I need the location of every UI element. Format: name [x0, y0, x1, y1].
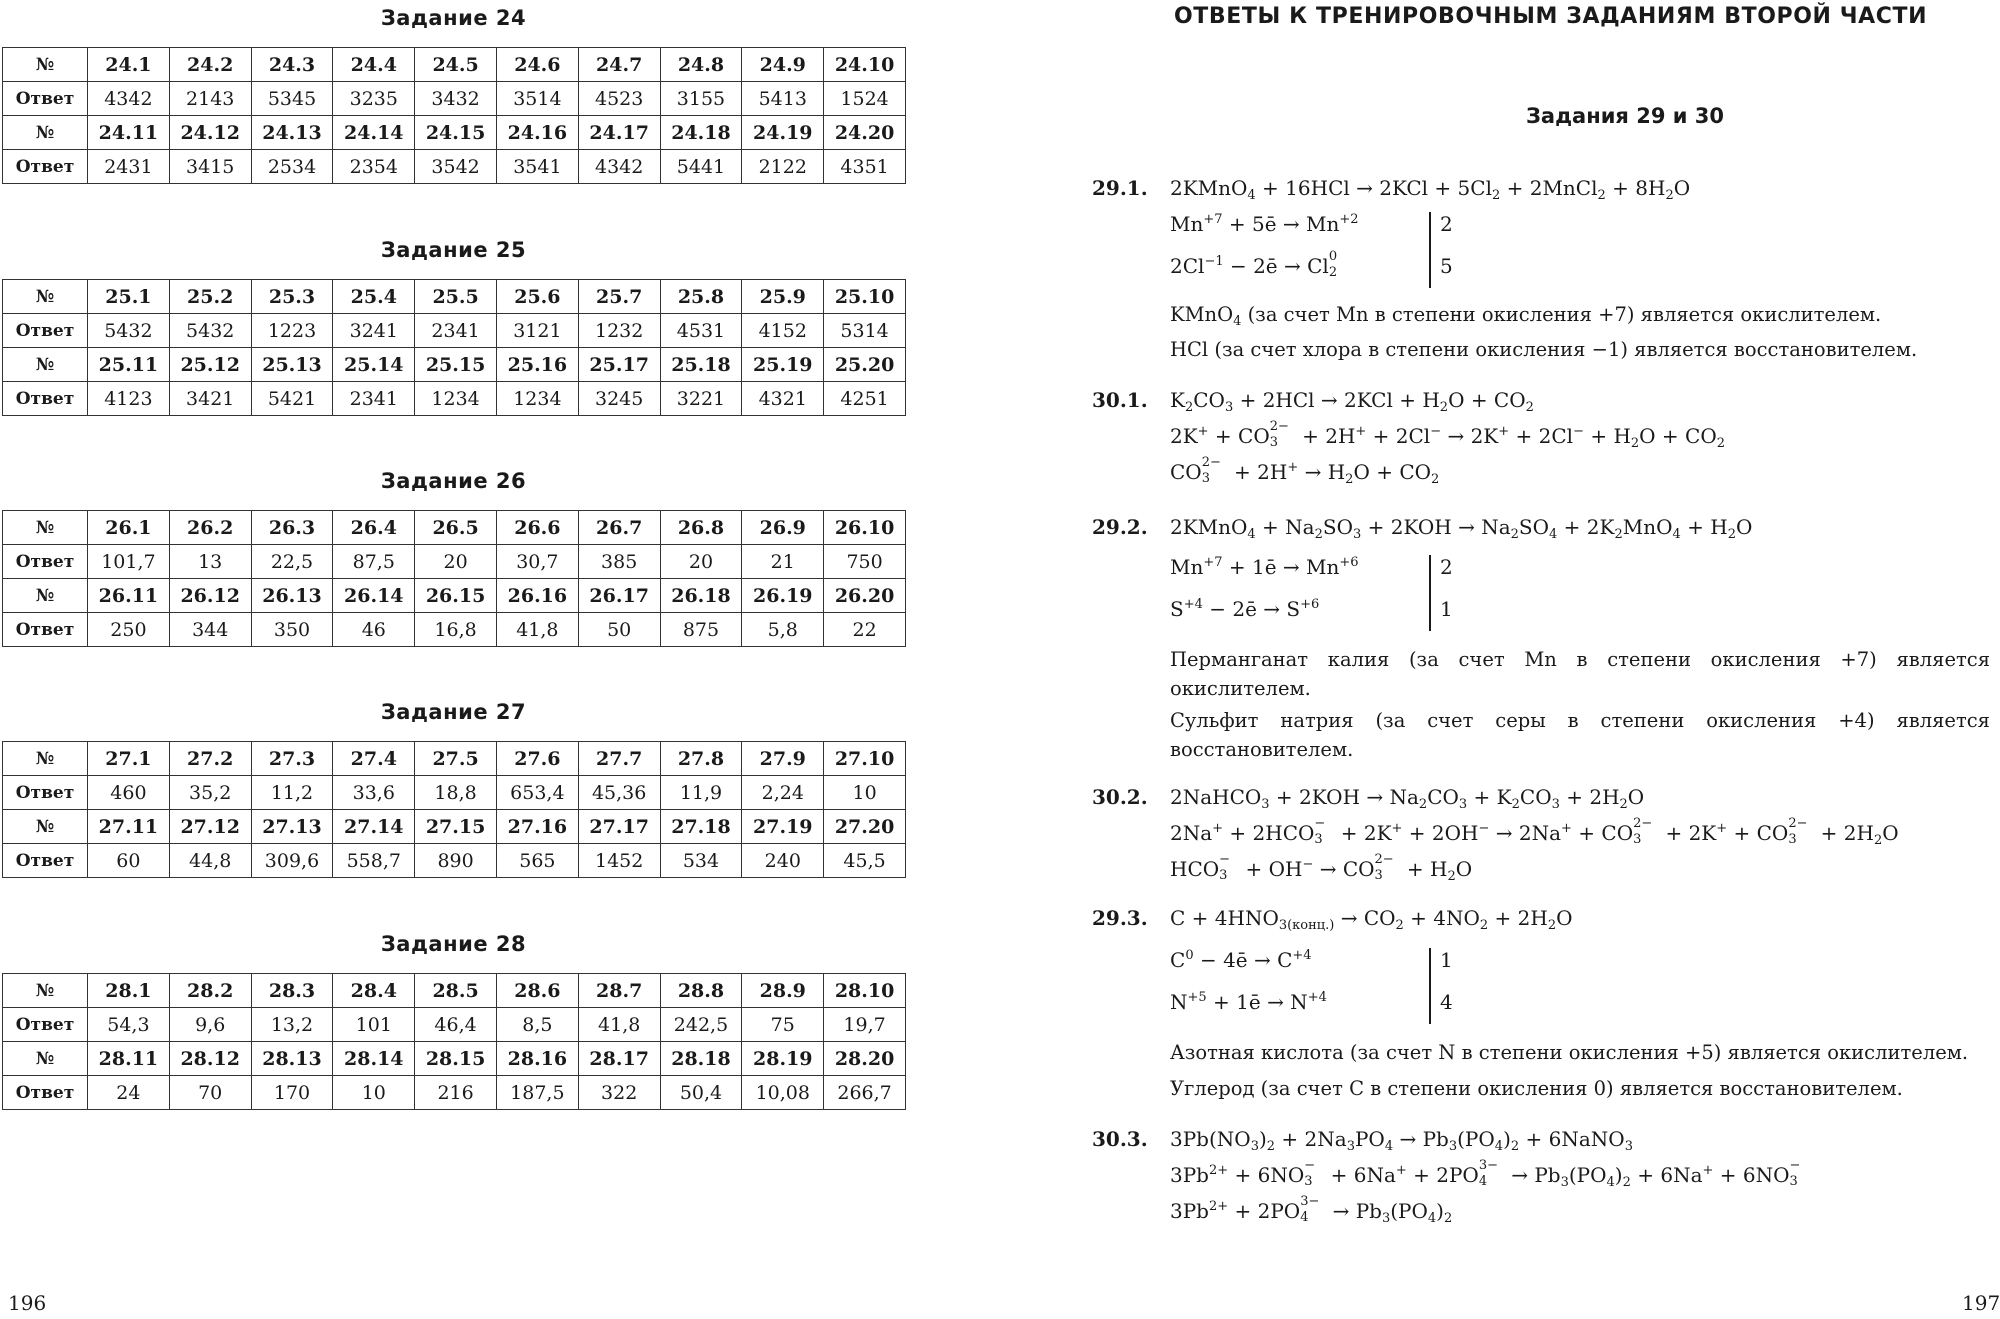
task-number-cell: 26.8	[660, 511, 742, 545]
task-title: Задание 28	[380, 932, 527, 956]
answer-cell: 3155	[660, 82, 742, 116]
answer-cell: 41,8	[496, 613, 578, 647]
answer-cell: 2341	[333, 382, 415, 416]
answer-cell: 322	[578, 1076, 660, 1110]
task-number-cell: 25.13	[251, 348, 333, 382]
answer-cell: 3421	[169, 382, 251, 416]
answer-cell: 565	[496, 844, 578, 878]
task-number-row	[3, 810, 906, 844]
answer-cell: 1452	[578, 844, 660, 878]
answer-cell: 2354	[333, 150, 415, 184]
task-number-cell: 26.6	[496, 511, 578, 545]
answer-cell: 350	[251, 613, 333, 647]
task-number-row	[3, 48, 906, 82]
answer-cell: 2,24	[742, 776, 824, 810]
balance-coefficient: 1	[1440, 948, 1453, 972]
answer-table	[2, 741, 906, 878]
answer-cell: 45,36	[578, 776, 660, 810]
half-reaction: $Mn^{+7}$ + 5ē → $Mn^{+2}$	[1170, 212, 1359, 236]
task-number-cell: 24.18	[660, 116, 742, 150]
task-number-cell: 26.12	[169, 579, 251, 613]
page-number-right: 197	[1962, 1291, 2000, 1315]
task-number-cell: 24.2	[169, 48, 251, 82]
task-number-cell: 26.10	[824, 511, 906, 545]
task-number-row	[3, 280, 906, 314]
answer-cell: 3121	[496, 314, 578, 348]
task-number-cell: 28.7	[578, 974, 660, 1008]
answer-cell: 1234	[415, 382, 497, 416]
answer-cell: 2341	[415, 314, 497, 348]
task-number-cell: 26.17	[578, 579, 660, 613]
task-number-cell: 25.2	[169, 280, 251, 314]
task-number-cell: 28.20	[824, 1042, 906, 1076]
full-ionic-equation: 2K+ + CO 2− 3 + $2H^+ + 2Cl^- \to 2K^+ + 2Cl^- + H_2O + CO_2$	[1170, 419, 1726, 451]
task-number-cell: 28.3	[251, 974, 333, 1008]
answer-cell: 344	[169, 613, 251, 647]
page-number-left: 196	[8, 1291, 47, 1315]
number-label-cell: №	[3, 48, 88, 82]
answer-cell: 101,7	[88, 545, 170, 579]
task-number-cell: 28.18	[660, 1042, 742, 1076]
right-page	[1000, 0, 2000, 1319]
answer-cell: 2143	[169, 82, 251, 116]
answer-cell: 170	[251, 1076, 333, 1110]
answer-table	[2, 47, 906, 184]
answer-cell: 242,5	[660, 1008, 742, 1042]
task-number-cell: 25.14	[333, 348, 415, 382]
task-number-cell: 28.4	[333, 974, 415, 1008]
task-number-cell: 28.12	[169, 1042, 251, 1076]
answer-label-cell: Ответ	[3, 150, 88, 184]
number-label-cell: №	[3, 579, 88, 613]
answer-cell: 22,5	[251, 545, 333, 579]
number-label-cell: №	[3, 116, 88, 150]
answer-table	[2, 279, 906, 416]
task-number-cell: 28.11	[88, 1042, 170, 1076]
half-reaction: $2Cl^{-1}$ − 2ē → Cl 0 2	[1170, 249, 1338, 280]
answer-cell: 1223	[251, 314, 333, 348]
short-ionic-equation: HCO − 3 + OH− → CO 2− 3 + $H_2O$	[1170, 852, 1473, 884]
answer-label-cell: Ответ	[3, 613, 88, 647]
answer-label-cell: Ответ	[3, 844, 88, 878]
answer-label-cell: Ответ	[3, 545, 88, 579]
molecular-equation: 2KMnO$_4$ + $16HCl \to 2KCl + 5Cl_2$ + 2MnCl$_2$ + $8H_2O$	[1170, 176, 1691, 203]
answer-cell: 4152	[742, 314, 824, 348]
answer-row	[3, 844, 906, 878]
task-number-row	[3, 1042, 906, 1076]
balance-divider	[1429, 948, 1431, 1024]
answer-cell: 4342	[578, 150, 660, 184]
answer-label-cell: Ответ	[3, 314, 88, 348]
task-number-cell: 26.2	[169, 511, 251, 545]
molecular-equation: 2NaHCO$_3$ + $2KOH \to Na_2CO_3 + K_2CO_3 + 2H_2O$	[1170, 785, 1645, 812]
task-number-cell: 27.1	[88, 742, 170, 776]
task-number-cell: 25.15	[415, 348, 497, 382]
task-number-cell: 26.13	[251, 579, 333, 613]
answer-cell: 4531	[660, 314, 742, 348]
task-number-cell: 25.11	[88, 348, 170, 382]
task-number-cell: 25.4	[333, 280, 415, 314]
task-number-row	[3, 348, 906, 382]
answer-cell: 70	[169, 1076, 251, 1110]
answer-label-cell: Ответ	[3, 1076, 88, 1110]
task-number-cell: 28.19	[742, 1042, 824, 1076]
answer-cell: 5432	[169, 314, 251, 348]
answer-cell: 3245	[578, 382, 660, 416]
task-number-cell: 24.9	[742, 48, 824, 82]
answer-cell: 3432	[415, 82, 497, 116]
answer-cell: 60	[88, 844, 170, 878]
full-ionic-equation: 2Na+ + 2HCO − 3 + 2K+ + 2OH− → 2Na+ + CO 2− 3 + 2K+ + CO 2− 3 + $2H_2O$	[1170, 816, 1899, 848]
answer-cell: 10	[824, 776, 906, 810]
answer-cell: 46,4	[415, 1008, 497, 1042]
task-number-cell: 25.18	[660, 348, 742, 382]
task-number-cell: 26.4	[333, 511, 415, 545]
half-reaction: $C^0$ − 4ē → $C^{+4}$	[1170, 948, 1312, 972]
task-number-cell: 26.7	[578, 511, 660, 545]
task-number-cell: 27.12	[169, 810, 251, 844]
task-number-cell: 25.8	[660, 280, 742, 314]
answer-cell: 4342	[88, 82, 170, 116]
task-number-cell: 27.14	[333, 810, 415, 844]
short-ionic-equation: $3Pb^{2+} + 2PO$ 3− 4 → $Pb_3(PO_4)_2$	[1170, 1194, 1453, 1226]
task-number-cell: 24.11	[88, 116, 170, 150]
task-number-cell: 28.14	[333, 1042, 415, 1076]
answer-table	[2, 510, 906, 647]
answer-label-cell: Ответ	[3, 382, 88, 416]
half-reaction: $Mn^{+7}$ + 1ē → $Mn^{+6}$	[1170, 555, 1359, 579]
answer-cell: 750	[824, 545, 906, 579]
answer-cell: 3415	[169, 150, 251, 184]
answer-cell: 534	[660, 844, 742, 878]
answer-cell: 4123	[88, 382, 170, 416]
answer-cell: 250	[88, 613, 170, 647]
answer-cell: 3542	[415, 150, 497, 184]
task-number-cell: 26.14	[333, 579, 415, 613]
task-number-cell: 28.15	[415, 1042, 497, 1076]
answer-cell: 24	[88, 1076, 170, 1110]
task-number-cell: 25.5	[415, 280, 497, 314]
task-number-cell: 27.20	[824, 810, 906, 844]
task-number-cell: 25.10	[824, 280, 906, 314]
task-number-cell: 28.8	[660, 974, 742, 1008]
answer-cell: 9,6	[169, 1008, 251, 1042]
short-ionic-equation: CO 2− 3 + $2H^+ \to H_2O + CO_2$	[1170, 455, 1440, 487]
answer-label-cell: Ответ	[3, 1008, 88, 1042]
answer-cell: 1524	[824, 82, 906, 116]
task-number-row	[3, 742, 906, 776]
answer-cell: 3514	[496, 82, 578, 116]
section-title: ОТВЕТЫ К ТРЕНИРОВОЧНЫМ ЗАДАНИЯМ ВТОРОЙ ЧАСТИ	[1174, 4, 1928, 29]
answer-cell: 35,2	[169, 776, 251, 810]
full-ionic-equation: $3Pb^{2+} + 6NO$ − 3 + 6Na+ + 2PO 3− 4 → $Pb_3(PO_4)_2 + 6Na^+ + 6NO$ − 3	[1170, 1158, 1801, 1190]
task-number-cell: 24.12	[169, 116, 251, 150]
balance-divider	[1429, 555, 1431, 631]
answer-cell: 266,7	[824, 1076, 906, 1110]
task-number-cell: 27.11	[88, 810, 170, 844]
answer-row	[3, 776, 906, 810]
task-title: Задание 26	[380, 469, 527, 493]
task-number-cell: 25.3	[251, 280, 333, 314]
task-number-cell: 25.7	[578, 280, 660, 314]
balance-coefficient: 5	[1440, 254, 1453, 278]
task-number-cell: 24.6	[496, 48, 578, 82]
answer-cell: 5345	[251, 82, 333, 116]
answer-row	[3, 382, 906, 416]
answer-cell: 4251	[824, 382, 906, 416]
answer-cell: 5432	[88, 314, 170, 348]
answer-table	[2, 973, 906, 1110]
task-number-cell: 24.16	[496, 116, 578, 150]
balance-coefficient: 4	[1440, 990, 1453, 1014]
task-number-cell: 26.16	[496, 579, 578, 613]
task-number-cell: 28.16	[496, 1042, 578, 1076]
number-label-cell: №	[3, 280, 88, 314]
molecular-equation: $C + 4HNO_{3(конц.)} \to CO_2 + 4NO_2 + 2H_2O$	[1170, 906, 1573, 933]
task-number-cell: 25.16	[496, 348, 578, 382]
task-number-cell: 28.9	[742, 974, 824, 1008]
item-label: 29.1.	[1092, 176, 1148, 200]
task-number-cell: 27.15	[415, 810, 497, 844]
answer-cell: 11,9	[660, 776, 742, 810]
answer-cell: 1232	[578, 314, 660, 348]
answer-cell: 50	[578, 613, 660, 647]
task-number-cell: 27.7	[578, 742, 660, 776]
answer-cell: 2534	[251, 150, 333, 184]
answer-cell: 18,8	[415, 776, 497, 810]
task-number-cell: 24.10	[824, 48, 906, 82]
answer-cell: 50,4	[660, 1076, 742, 1110]
task-number-cell: 27.8	[660, 742, 742, 776]
answer-row	[3, 1008, 906, 1042]
explanation: KMnO$_4$ (за счет Mn в степени окисления +7) является окислителем.	[1170, 303, 1882, 329]
answer-cell: 21	[742, 545, 824, 579]
task-number-cell: 26.1	[88, 511, 170, 545]
number-label-cell: №	[3, 810, 88, 844]
task-number-cell: 24.19	[742, 116, 824, 150]
explanation: Сульфит натрия (за счет серы в степени окисления +4) является восстановителем.	[1170, 709, 1990, 761]
answer-cell: 2122	[742, 150, 824, 184]
answer-cell: 653,4	[496, 776, 578, 810]
answer-cell: 5441	[660, 150, 742, 184]
task-number-cell: 24.15	[415, 116, 497, 150]
task-number-cell: 28.5	[415, 974, 497, 1008]
answer-row	[3, 545, 906, 579]
task-number-cell: 27.10	[824, 742, 906, 776]
explanation: Перманганат калия (за счет Mn в степени окисления +7) является окислителем.	[1170, 648, 1990, 700]
answer-cell: 54,3	[88, 1008, 170, 1042]
task-number-cell: 25.12	[169, 348, 251, 382]
task-number-cell: 25.20	[824, 348, 906, 382]
answer-cell: 41,8	[578, 1008, 660, 1042]
molecular-equation: 2KMnO$_4$ + $Na_2SO_3 + 2KOH \to Na_2SO_4 + 2K_2MnO_4 + H_2O$	[1170, 515, 1753, 542]
task-number-cell: 28.2	[169, 974, 251, 1008]
answer-cell: 460	[88, 776, 170, 810]
explanation: HCl (за счет хлора в степени окисления −1) является восстановителем.	[1170, 338, 1918, 361]
answer-row	[3, 314, 906, 348]
answer-cell: 30,7	[496, 545, 578, 579]
molecular-equation: $K_2CO_3 + 2HCl \to 2KCl + H_2O + CO_2$	[1170, 388, 1534, 415]
task-number-cell: 24.17	[578, 116, 660, 150]
task-number-cell: 26.15	[415, 579, 497, 613]
task-number-cell: 28.17	[578, 1042, 660, 1076]
task-number-cell: 26.19	[742, 579, 824, 613]
task-number-row	[3, 511, 906, 545]
task-number-cell: 24.5	[415, 48, 497, 82]
task-number-cell: 24.13	[251, 116, 333, 150]
task-number-row	[3, 116, 906, 150]
explanation: Углерод (за счет C в степени окисления 0) является восстановителем.	[1170, 1077, 1903, 1100]
answer-cell: 4321	[742, 382, 824, 416]
task-title: Задание 25	[380, 238, 527, 262]
balance-coefficient: 2	[1440, 212, 1453, 236]
task-number-cell: 24.4	[333, 48, 415, 82]
answer-row	[3, 150, 906, 184]
explanation: Азотная кислота (за счет N в степени окисления +5) является окислителем.	[1170, 1041, 1969, 1064]
answer-cell: 3235	[333, 82, 415, 116]
answer-cell: 16,8	[415, 613, 497, 647]
answer-cell: 4351	[824, 150, 906, 184]
answer-label-cell: Ответ	[3, 776, 88, 810]
task-number-cell: 25.9	[742, 280, 824, 314]
answer-row	[3, 1076, 906, 1110]
task-number-cell: 25.19	[742, 348, 824, 382]
answer-cell: 44,8	[169, 844, 251, 878]
task-number-cell: 24.1	[88, 48, 170, 82]
task-number-cell: 28.13	[251, 1042, 333, 1076]
answer-cell: 101	[333, 1008, 415, 1042]
task-number-cell: 26.11	[88, 579, 170, 613]
task-title: Задание 27	[380, 700, 527, 724]
answer-cell: 4523	[578, 82, 660, 116]
item-label: 29.3.	[1092, 906, 1148, 930]
answer-cell: 240	[742, 844, 824, 878]
number-label-cell: №	[3, 511, 88, 545]
answer-cell: 890	[415, 844, 497, 878]
task-number-cell: 25.1	[88, 280, 170, 314]
answer-cell: 45,5	[824, 844, 906, 878]
task-number-cell: 27.2	[169, 742, 251, 776]
task-number-cell: 25.6	[496, 280, 578, 314]
item-label: 30.1.	[1092, 388, 1148, 412]
task-number-cell: 24.14	[333, 116, 415, 150]
balance-divider	[1429, 212, 1431, 288]
molecular-equation: $3Pb(NO_3)_2 + 2Na_3PO_4 \to Pb_3(PO_4)_2$ + 6NaNO$_3$	[1170, 1127, 1633, 1154]
answer-cell: 46	[333, 613, 415, 647]
task-number-cell: 24.7	[578, 48, 660, 82]
task-number-cell: 24.3	[251, 48, 333, 82]
task-number-cell: 26.18	[660, 579, 742, 613]
item-label: 30.3.	[1092, 1127, 1148, 1151]
answer-cell: 22	[824, 613, 906, 647]
answer-cell: 5413	[742, 82, 824, 116]
answer-row	[3, 82, 906, 116]
task-number-cell: 27.17	[578, 810, 660, 844]
task-number-cell: 27.3	[251, 742, 333, 776]
item-label: 29.2.	[1092, 515, 1148, 539]
task-number-cell: 26.3	[251, 511, 333, 545]
task-number-cell: 28.6	[496, 974, 578, 1008]
task-number-cell: 28.1	[88, 974, 170, 1008]
answer-cell: 3241	[333, 314, 415, 348]
answer-cell: 385	[578, 545, 660, 579]
answer-cell: 1234	[496, 382, 578, 416]
answer-cell: 309,6	[251, 844, 333, 878]
answer-cell: 2431	[88, 150, 170, 184]
answer-cell: 10	[333, 1076, 415, 1110]
answer-cell: 33,6	[333, 776, 415, 810]
answer-cell: 216	[415, 1076, 497, 1110]
task-number-row	[3, 579, 906, 613]
task-number-cell: 27.6	[496, 742, 578, 776]
answer-cell: 10,08	[742, 1076, 824, 1110]
number-label-cell: №	[3, 1042, 88, 1076]
balance-coefficient: 2	[1440, 555, 1453, 579]
item-label: 30.2.	[1092, 785, 1148, 809]
task-number-cell: 24.8	[660, 48, 742, 82]
answer-cell: 87,5	[333, 545, 415, 579]
task-number-cell: 27.19	[742, 810, 824, 844]
task-number-cell: 27.18	[660, 810, 742, 844]
task-number-cell: 24.20	[824, 116, 906, 150]
number-label-cell: №	[3, 348, 88, 382]
answer-cell: 20	[660, 545, 742, 579]
task-number-cell: 27.4	[333, 742, 415, 776]
answer-row	[3, 613, 906, 647]
section-subtitle: Задания 29 и 30	[1525, 104, 1725, 128]
answer-cell: 20	[415, 545, 497, 579]
answer-cell: 19,7	[824, 1008, 906, 1042]
answer-cell: 11,2	[251, 776, 333, 810]
answer-cell: 5314	[824, 314, 906, 348]
task-number-cell: 26.20	[824, 579, 906, 613]
task-number-cell: 27.5	[415, 742, 497, 776]
answer-cell: 5421	[251, 382, 333, 416]
answer-cell: 13	[169, 545, 251, 579]
answer-cell: 875	[660, 613, 742, 647]
answer-cell: 13,2	[251, 1008, 333, 1042]
half-reaction: $S^{+4}$ − 2ē → $S^{+6}$	[1170, 597, 1320, 621]
half-reaction: $N^{+5}$ + 1ē → $N^{+4}$	[1170, 990, 1327, 1014]
answer-cell: 3221	[660, 382, 742, 416]
task-number-cell: 27.13	[251, 810, 333, 844]
task-number-cell: 26.9	[742, 511, 824, 545]
task-title: Задание 24	[380, 6, 527, 30]
answer-cell: 3541	[496, 150, 578, 184]
task-number-cell: 27.9	[742, 742, 824, 776]
task-number-row	[3, 974, 906, 1008]
answer-cell: 558,7	[333, 844, 415, 878]
answer-cell: 75	[742, 1008, 824, 1042]
answer-cell: 8,5	[496, 1008, 578, 1042]
task-number-cell: 26.5	[415, 511, 497, 545]
answer-cell: 187,5	[496, 1076, 578, 1110]
answer-label-cell: Ответ	[3, 82, 88, 116]
number-label-cell: №	[3, 742, 88, 776]
balance-coefficient: 1	[1440, 597, 1453, 621]
task-number-cell: 25.17	[578, 348, 660, 382]
answer-cell: 5,8	[742, 613, 824, 647]
number-label-cell: №	[3, 974, 88, 1008]
task-number-cell: 28.10	[824, 974, 906, 1008]
task-number-cell: 27.16	[496, 810, 578, 844]
